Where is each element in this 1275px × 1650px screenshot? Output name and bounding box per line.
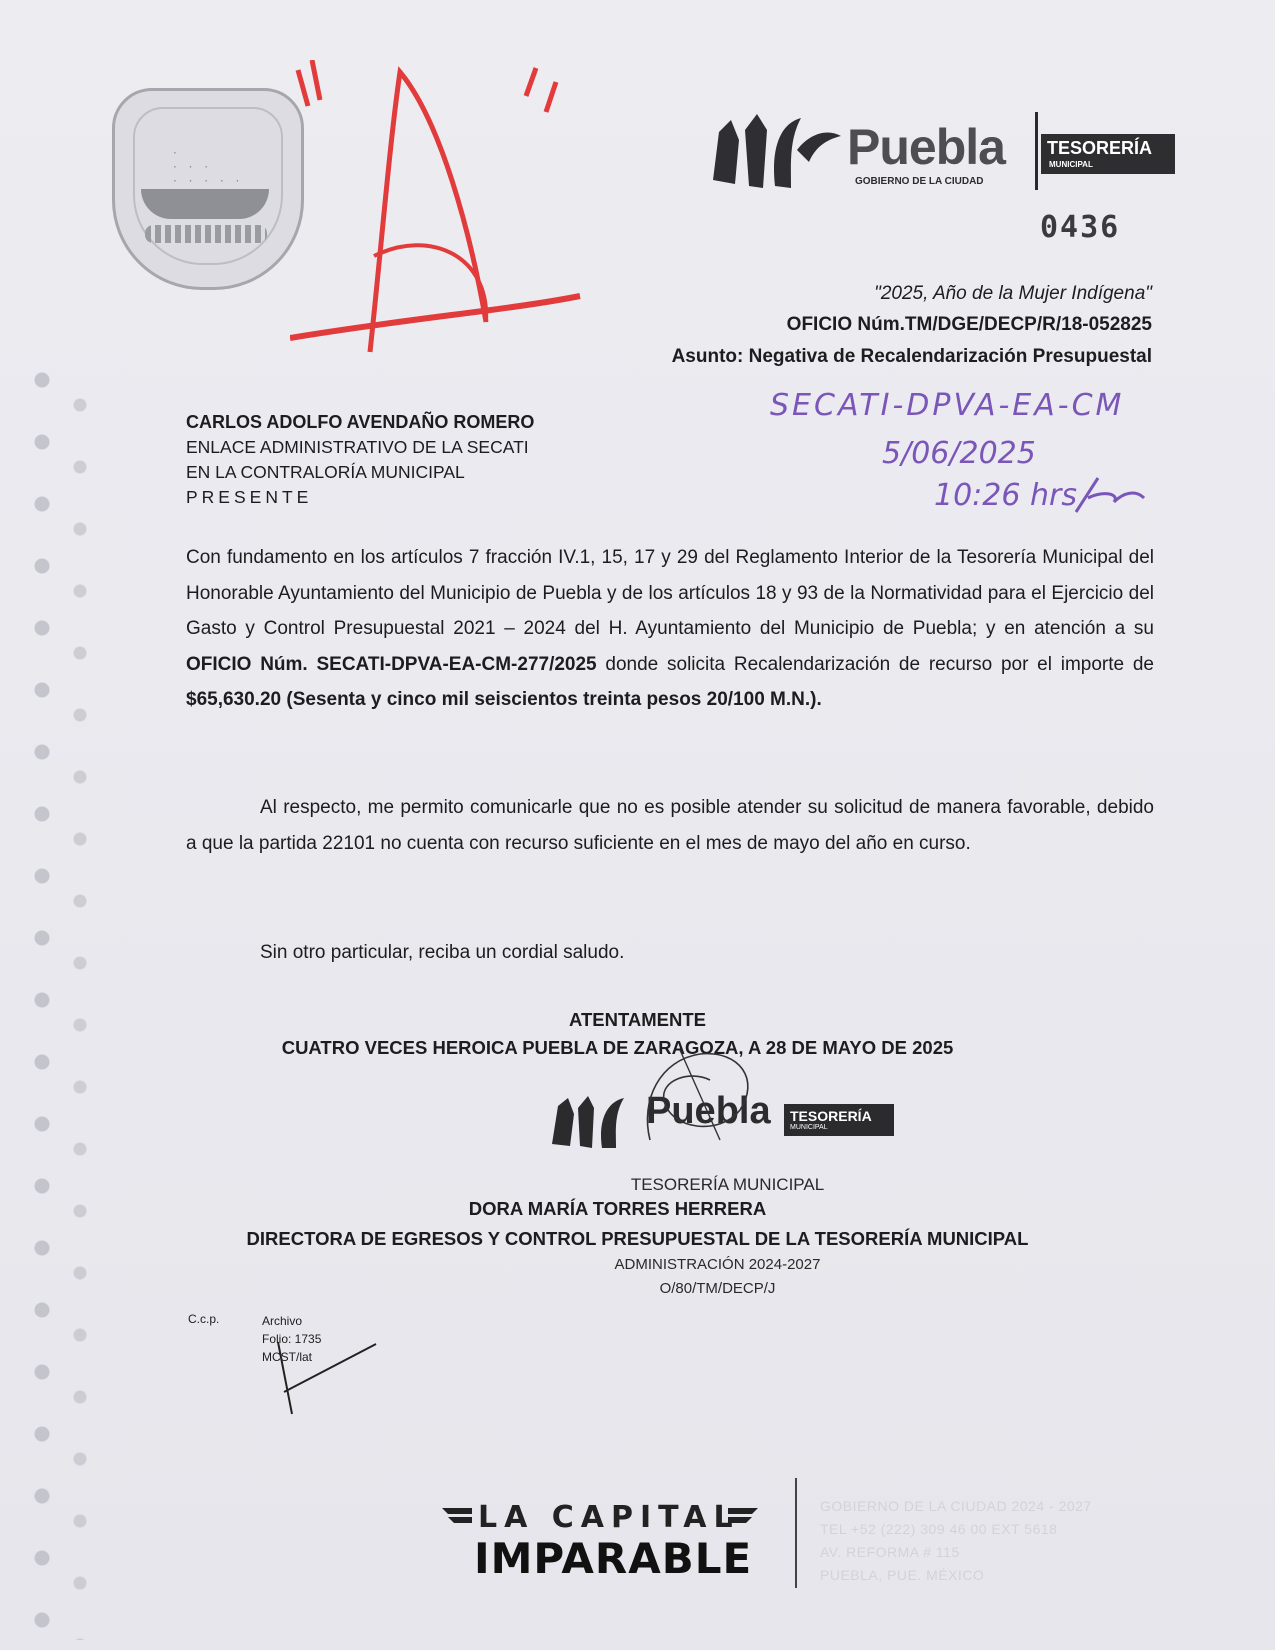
handwritten-signature-icon [630, 1040, 780, 1150]
seal-stars: · · · · · · · · · [173, 146, 244, 188]
red-a-mark-icon [290, 60, 620, 380]
footer-addr-line-2: TEL +52 (222) 309 46 00 EXT 5618 [820, 1521, 1058, 1537]
stamp-badge-subtitle: MUNICIPAL [790, 1124, 828, 1131]
stamp-line-tesoreria: TESORERÍA MUNICIPAL [630, 1175, 825, 1194]
signer-title: DIRECTORA DE EGRESOS Y CONTROL PRESUPUESTAL DE LA TESORERÍA MUNICIPAL [246, 1228, 1029, 1249]
handwritten-receipt [770, 388, 1190, 518]
recipient-block [186, 410, 534, 510]
recipient-name: CARLOS ADOLFO AVENDAÑO ROMERO [186, 412, 535, 432]
asunto-line: Asunto: Negativa de Recalendarización Presupuestal [671, 346, 1152, 367]
ccp-checkmark-icon [270, 1330, 380, 1420]
footer-imparable: IMPARABLE [474, 1534, 753, 1583]
stamp-line-reference: O/80/TM/DECP/J [659, 1280, 776, 1297]
tesoreria-badge-subtitle: MUNICIPAL [1049, 160, 1093, 169]
receipt-time: 10:26 hrs [934, 478, 1077, 513]
folio-number: 0436 [1040, 210, 1121, 245]
footer-la-capital: LA CAPITAL [478, 1500, 740, 1535]
la-capital-imparable-logo [440, 1500, 780, 1590]
footer-separator [795, 1478, 797, 1588]
footer-addr-line-4: PUEBLA, PUE. MÉXICO [820, 1567, 985, 1583]
left-wing-icon [440, 1504, 474, 1528]
tesoreria-badge [1041, 134, 1175, 174]
closing-atentamente: ATENTAMENTE [568, 1009, 707, 1030]
footer-addr-line-3: AV. REFORMA # 115 [820, 1544, 960, 1560]
p2-text: Al respecto, me permito comunicarle que no es posible atender su solicitud de manera favorable, debido a que la partida 22101 no cuenta con recurso suficiente en el mes de mayo del año en curso. [186, 797, 1154, 854]
puebla-emblem-icon [705, 110, 845, 194]
body-paragraph-3 [186, 935, 1154, 971]
receipt-date: 5/06/2025 [882, 436, 1036, 471]
p1-text-c: donde solicita Recalendarización de recurso por el importe de [596, 653, 1154, 675]
footer-addr-line-1: GOBIERNO DE LA CIUDAD 2024 - 2027 [820, 1498, 1092, 1514]
seal-waves-shape [145, 225, 267, 243]
municipal-seal-icon [112, 88, 304, 290]
year-motto: "2025, Año de la Mujer Indígena" [874, 283, 1152, 304]
body-paragraph-2 [186, 790, 1154, 861]
stamp-badge [784, 1104, 894, 1136]
logo-wordmark: Puebla [847, 119, 1005, 175]
receipt-initials-icon [1070, 468, 1150, 518]
ccp-folio: Folio: 1735 [262, 1332, 322, 1346]
side-decorative-pattern [22, 360, 102, 1640]
logo-subtitle: GOBIERNO DE LA CIUDAD [855, 176, 984, 187]
right-wing-icon [726, 1504, 760, 1528]
p1-oficio-ref: OFICIO Núm. SECATI-DPVA-EA-CM-277/2025 [186, 653, 597, 675]
seal-ship-shape [141, 189, 269, 219]
p3-text: Sin otro particular, reciba un cordial saludo. [260, 942, 625, 963]
footer-address [820, 1495, 1092, 1587]
stamp-line-administration: ADMINISTRACIÓN 2024-2027 [614, 1256, 821, 1273]
oficio-number: OFICIO Núm.TM/DGE/DECP/R/18-052825 [786, 314, 1152, 335]
body-paragraph-1 [186, 540, 1154, 718]
tesoreria-badge-title: TESORERÍA [1047, 138, 1153, 158]
signer-name: DORA MARÍA TORRES HERRERA [468, 1198, 767, 1219]
p1-amount: $65,630.20 (Sesenta y cinco mil seiscientos treinta pesos 20/100 M.N.). [186, 689, 822, 710]
p1-text-a: Con fundamento en los artículos 7 fracción IV.1, 15, 17 y 29 del Reglamento Interior de la Tesorería Municipal del Honorable Ayuntamiento del Municipio de Puebla y de los artículos 18 y 93 de la Normatividad para el Ejercicio del Gasto y Control Presupuestal 2021 – 2024 del H. Ayuntamiento del Municipio de Puebla; y en atención a su [186, 547, 1154, 639]
stamp-badge-title: TESORERÍA [790, 1108, 872, 1124]
ccp-label: C.c.p. [188, 1312, 220, 1326]
closing-city-date: CUATRO VECES HEROICA PUEBLA DE ZARAGOZA, A 28 DE MAYO DE 2025 [281, 1037, 954, 1058]
ccp-archivo: Archivo [262, 1314, 303, 1328]
recipient-presente: PRESENTE [186, 487, 313, 507]
stamp-wordmark: Puebla [646, 1090, 771, 1132]
recipient-position: ENLACE ADMINISTRATIVO DE LA SECATI [186, 437, 529, 457]
ccp-initials: MCST/lat [262, 1350, 313, 1364]
receipt-office: SECATI-DPVA-EA-CM [770, 388, 1125, 423]
logo-separator [1035, 112, 1038, 190]
recipient-office: EN LA CONTRALORÍA MUNICIPAL [186, 462, 465, 482]
puebla-tesoreria-logo [705, 106, 1175, 196]
